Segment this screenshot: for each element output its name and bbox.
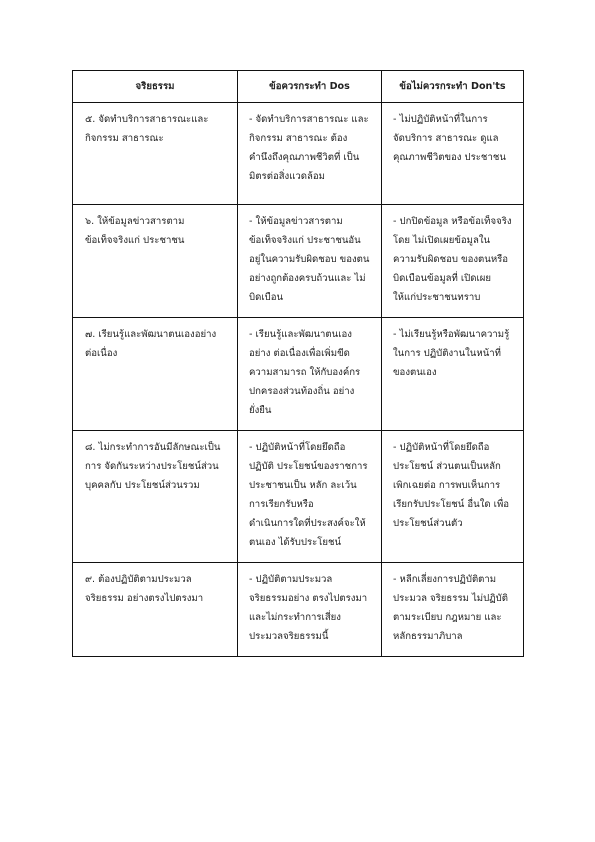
ethic-cell: ๘. ไม่กระทำการอันมีลักษณะเป็น การ จัดกันระหว่างประโยชน์ส่วน บุคคลกับ ประโยชน์ส่วนรวม [73,431,238,563]
donts-cell: - ปฏิบัติหน้าที่โดยยึดถือ ประโยชน์ ส่วนตนเป็นหลัก เพิกเฉยต่อ การพบเห็นการ เรียกรับประโยชน์ อื่นใด เพื่อ ประโยชน์ส่วนตัว [382,431,524,563]
table-header-row [73,71,524,103]
ethic-cell: ๗. เรียนรู้และพัฒนาตนเองอย่าง ต่อเนื่อง [73,318,238,431]
ethic-cell: ๕. จัดทำบริการสาธารณะและ กิจกรรม สาธารณะ [73,103,238,205]
dos-cell: - จัดทำบริการสาธารณะ และ กิจกรรม สาธารณะ ต้อง คำนึงถึงคุณภาพชีวิตที่ เป็น มิตรต่อสิ่งแวดล้อม [238,103,382,205]
header-dos: ข้อควรกระทำ Dos [238,71,382,103]
donts-cell: - ปกปิดข้อมูล หรือข้อเท็จจริง โดย ไม่เปิดเผยข้อมูลใน ความรับผิดชอบ ของตนหรือ บิดเบือนข้อมูลที่ เปิดเผย ให้แก่ประชาชนทราบ [382,205,524,318]
ethic-cell: ๙. ต้องปฏิบัติตามประมวล จริยธรรม อย่างตรงไปตรงมา [73,563,238,657]
donts-cell: - หลีกเลี่ยงการปฏิบัติตาม ประมวล จริยธรรม ไม่ปฏิบัติ ตามระเบียบ กฎหมาย และ หลักธรรมาภิบาล [382,563,524,657]
donts-cell: - ไม่เรียนรู้หรือพัฒนาความรู้ ในการ ปฏิบัติงานในหน้าที่ ของตนเอง [382,318,524,431]
ethics-table [72,70,524,657]
ethic-cell: ๖. ให้ข้อมูลข่าวสารตาม ข้อเท็จจริงแก่ ประชาชน [73,205,238,318]
table-row [73,318,524,431]
header-ethics: จริยธรรม [73,71,238,103]
dos-cell: - ให้ข้อมูลข่าวสารตาม ข้อเท็จจริงแก่ ประชาชนอัน อยู่ในความรับผิดชอบ ของตน อย่างถูกต้องครบถ้วนและ ไม่ บิดเบือน [238,205,382,318]
header-donts: ข้อไม่ควรกระทำ Don'ts [382,71,524,103]
donts-cell: - ไม่ปฏิบัติหน้าที่ในการ จัดบริการ สาธารณะ ดูแล คุณภาพชีวิตของ ประชาชน [382,103,524,205]
dos-cell: - เรียนรู้และพัฒนาตนเอง อย่าง ต่อเนื่องเพื่อเพิ่มขีด ความสามารถ ให้กับองค์กร ปกครองส่วนท้องถิ่น อย่าง ยั่งยืน [238,318,382,431]
table-row [73,205,524,318]
table-row [73,103,524,205]
dos-cell: - ปฏิบัติตามประมวล จริยธรรมอย่าง ตรงไปตรงมา และไม่กระทำการเสี่ยง ประมวลจริยธรรมนี้ [238,563,382,657]
table-row [73,431,524,563]
table-row [73,563,524,657]
dos-cell: - ปฏิบัติหน้าที่โดยยึดถือ ปฏิบัติ ประโยชน์ของราชการ ประชาชนเป็น หลัก ละเว้น การเรียกรับหรือ ดำเนินการใดที่ประสงค์จะให้ ตนเอง ได้รับประโยชน์ [238,431,382,563]
